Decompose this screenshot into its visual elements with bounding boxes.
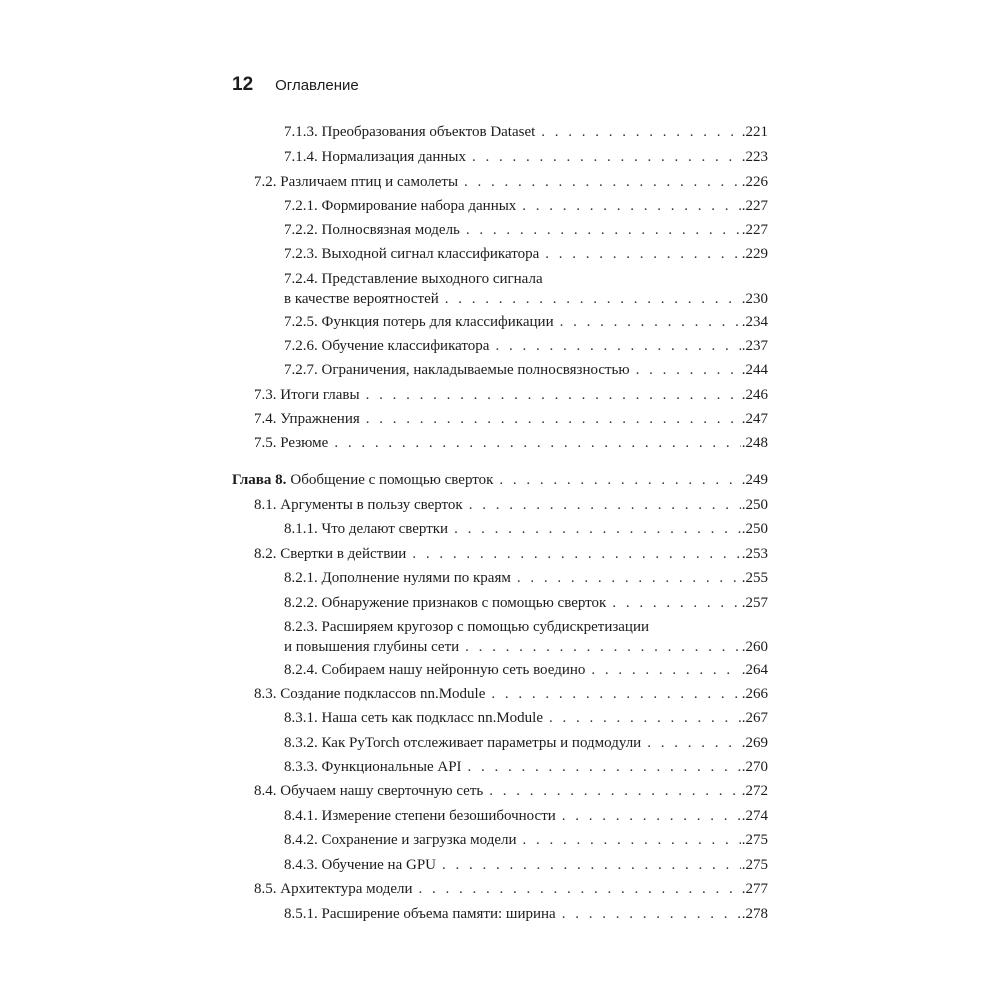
dot-leader (419, 879, 741, 899)
toc-entry[interactable] (232, 806, 768, 826)
toc-entry-title: Ограничения, накладываемые полносвязностью (321, 362, 630, 378)
dot-leader (466, 220, 741, 240)
toc-entry-page: .253 (741, 546, 768, 562)
toc-entry-title: Расширение объема памяти: ширина (321, 906, 556, 922)
dot-leader (366, 409, 741, 429)
dot-leader (541, 122, 740, 142)
toc-entry-page: .246 (741, 387, 768, 403)
toc-entry-title: Аргументы в пользу сверток (280, 497, 463, 513)
toc-entry-page: .257 (741, 595, 768, 611)
toc-entry-title: Как PyTorch отслеживает параметры и подмодули (321, 735, 642, 751)
dot-leader (522, 196, 740, 216)
toc-entry-title: Представление выходного сигнала (321, 271, 543, 287)
dot-leader (549, 708, 741, 728)
toc-entry-number: 8.1.1. (284, 521, 318, 537)
toc-entry-number: 8.2.2. (284, 595, 318, 611)
toc-entry[interactable] (232, 593, 768, 613)
toc-entry-page: .255 (741, 570, 768, 586)
dot-leader (464, 172, 741, 192)
toc-entry-number: 8.3.1. (284, 710, 318, 726)
toc-entry[interactable] (232, 495, 768, 515)
toc-entry[interactable] (232, 568, 768, 588)
dot-leader (562, 806, 741, 826)
toc-entry-page: .267 (741, 710, 768, 726)
toc-entry-number: 8.2.1. (284, 570, 318, 586)
toc-entry-page: .272 (741, 783, 768, 799)
toc-entry-number: 7.2.6. (284, 338, 318, 354)
toc-entry[interactable] (232, 269, 768, 309)
dot-leader (469, 495, 741, 515)
toc-entry-title: Собираем нашу нейронную сеть воедино (321, 662, 586, 678)
toc-entry-title: Расширяем кругозор с помощью субдискретизации (321, 619, 650, 635)
toc-entry[interactable] (232, 904, 768, 924)
toc-entry[interactable] (232, 757, 768, 777)
toc-entry-title: Измерение степени безошибочности (321, 808, 556, 824)
toc-entry-page: .227 (741, 198, 768, 214)
toc-entry-title: Наша сеть как подкласс nn.Module (321, 710, 543, 726)
toc-entry-title: Дополнение нулями по краям (321, 570, 511, 586)
dot-leader (562, 904, 741, 924)
toc-entry-number: 8.2.3. (284, 619, 318, 635)
toc-entry-title: Свертки в действии (280, 546, 407, 562)
toc-entry-title: Обобщение с помощью сверток (290, 472, 494, 488)
toc-entry-page: .250 (741, 497, 768, 513)
toc-entry-page: .250 (741, 521, 768, 537)
toc-entry-page: .237 (741, 338, 768, 354)
dot-leader (499, 470, 740, 490)
dot-leader (491, 684, 740, 704)
toc-entry[interactable] (232, 519, 768, 539)
toc-entry[interactable] (232, 409, 768, 429)
toc-entry[interactable] (232, 684, 768, 704)
toc-entry-title: Создание подклассов nn.Module (280, 686, 486, 702)
toc-entry-number: 7.1.4. (284, 149, 318, 165)
chapter-label: Глава 8. (232, 472, 287, 488)
dot-leader (523, 830, 741, 850)
toc-entry[interactable] (232, 244, 768, 264)
toc-entry-number: 7.3. (254, 387, 277, 403)
toc-entry-page: .226 (741, 174, 768, 190)
toc-entry-number: 7.2.7. (284, 362, 318, 378)
toc-entry-page: .270 (741, 759, 768, 775)
toc-entry[interactable] (232, 879, 768, 899)
dot-leader (647, 733, 741, 753)
dot-leader (591, 660, 740, 680)
toc-entry-page: .244 (741, 362, 768, 378)
toc-entry[interactable] (232, 385, 768, 405)
toc-entry-title: Архитектура модели (280, 881, 413, 897)
toc-entry-title-continued: в качестве вероятностей (284, 291, 439, 307)
toc-entry-title: Обучение классификатора (321, 338, 490, 354)
toc-entry-number: 7.2.5. (284, 314, 318, 330)
toc-entry-title: Нормализация данных (321, 149, 467, 165)
toc-entry-page: .266 (741, 686, 768, 702)
toc-entry-number: 7.2.2. (284, 222, 318, 238)
toc-entry[interactable] (232, 855, 768, 875)
dot-leader (442, 855, 741, 875)
toc-entry-page: .269 (741, 735, 768, 751)
dot-leader (545, 244, 740, 264)
toc-entry-page: .277 (741, 881, 768, 897)
dot-leader (445, 289, 741, 309)
toc-entry-title: Функциональные API (321, 759, 462, 775)
toc-entry[interactable] (232, 122, 768, 142)
toc-entry[interactable] (232, 433, 768, 453)
toc-entry-page: .275 (741, 832, 768, 848)
toc-entry[interactable] (232, 708, 768, 728)
toc-entry-title-continued: и повышения глубины сети (284, 639, 460, 655)
dot-leader (636, 360, 741, 380)
toc-entry-title: Сохранение и загрузка модели (321, 832, 517, 848)
toc-entry-title: Обучаем нашу сверточную сеть (280, 783, 484, 799)
toc-entry-page: .221 (741, 124, 768, 140)
toc-entry-page: .264 (741, 662, 768, 678)
page-number: 12 (232, 74, 254, 95)
toc-entry-number: 8.4. (254, 783, 277, 799)
toc-entry-page: .223 (741, 149, 768, 165)
toc-entry-title: Преобразования объектов Dataset (321, 124, 536, 140)
toc-entry-page: .247 (741, 411, 768, 427)
toc-entry[interactable] (232, 336, 768, 356)
toc-entry[interactable] (232, 544, 768, 564)
toc-entry-number: 7.2.4. (284, 271, 318, 287)
toc-entry-number: 7.2.1. (284, 198, 318, 214)
toc-entry-number: 8.4.3. (284, 857, 318, 873)
toc-entry-title: Функция потерь для классификации (321, 314, 554, 330)
toc-entry-title: Различаем птиц и самолеты (280, 174, 459, 190)
toc-entry-title: Формирование набора данных (321, 198, 517, 214)
toc-entry-number: 8.4.2. (284, 832, 318, 848)
toc-entry-number: 7.2.3. (284, 246, 318, 262)
toc-entry[interactable] (232, 617, 768, 657)
dot-leader (366, 385, 741, 405)
toc-entry-number: 7.5. (254, 435, 277, 451)
toc-entry[interactable] (232, 196, 768, 216)
toc-entry-number: 8.3.2. (284, 735, 318, 751)
toc-entry-page: .274 (741, 808, 768, 824)
toc-entry[interactable] (232, 660, 768, 680)
toc-entry-title: Выходной сигнал классификатора (321, 246, 540, 262)
dot-leader (489, 781, 741, 801)
toc-entry-number: 8.4.1. (284, 808, 318, 824)
toc-entry-page: .278 (741, 906, 768, 922)
running-title: Оглавление (275, 77, 359, 94)
toc-entry-page: .229 (741, 246, 768, 262)
toc-entry-number: 7.2. (254, 174, 277, 190)
dot-leader (454, 519, 741, 539)
toc-entry-number: 8.3. (254, 686, 277, 702)
toc-entry-page: .248 (741, 435, 768, 451)
toc-entry-page: .260 (741, 639, 768, 655)
toc-entry-title: Что делают свертки (321, 521, 449, 537)
toc-entry-title: Обнаружение признаков с помощью сверток (321, 595, 607, 611)
toc-entry-title: Упражнения (280, 411, 360, 427)
toc-entry-number: 8.1. (254, 497, 277, 513)
dot-leader (560, 312, 741, 332)
toc-entry-title: Полносвязная модель (321, 222, 460, 238)
toc-entry[interactable] (232, 781, 768, 801)
toc-entry[interactable] (232, 172, 768, 192)
toc-entry-title: Резюме (280, 435, 329, 451)
toc-entry-page: .234 (741, 314, 768, 330)
toc-entry-title: Обучение на GPU (321, 857, 436, 873)
toc-entry[interactable] (232, 733, 768, 753)
dot-leader (495, 336, 740, 356)
toc-entry-title: Итоги главы (280, 387, 360, 403)
dot-leader (412, 544, 740, 564)
dot-leader (334, 433, 740, 453)
dot-leader (517, 568, 741, 588)
toc-entry-page: .227 (741, 222, 768, 238)
toc-entry-number: 8.5. (254, 881, 277, 897)
toc-entry[interactable] (232, 312, 768, 332)
dot-leader (472, 147, 741, 167)
toc-entry-number: 8.2.4. (284, 662, 318, 678)
dot-leader (465, 637, 741, 657)
toc-entry-page: .275 (741, 857, 768, 873)
toc-entry[interactable] (232, 830, 768, 850)
toc-chapter-entry[interactable] (232, 470, 768, 490)
toc-entry-number: 8.5.1. (284, 906, 318, 922)
toc-entry-number: 7.4. (254, 411, 277, 427)
toc-entry-number: 8.2. (254, 546, 277, 562)
toc-entry-page: .249 (741, 472, 768, 488)
toc-entry[interactable] (232, 220, 768, 240)
toc-entry-number: 7.1.3. (284, 124, 318, 140)
toc-entry[interactable] (232, 147, 768, 167)
dot-leader (612, 593, 740, 613)
toc-entry-page: .230 (741, 291, 768, 307)
dot-leader (468, 757, 741, 777)
toc-entry-number: 8.3.3. (284, 759, 318, 775)
toc-entry[interactable] (232, 360, 768, 380)
